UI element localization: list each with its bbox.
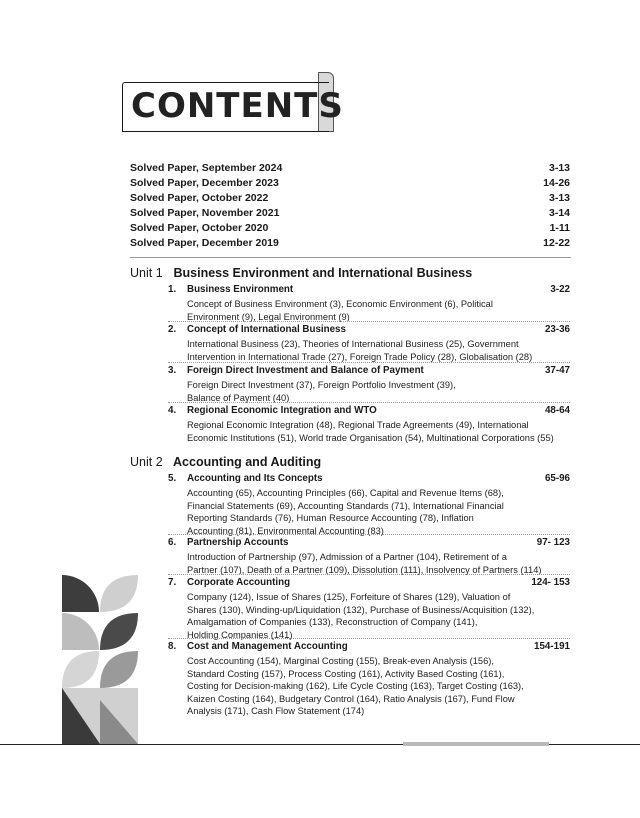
chapter-topics-line: Analysis (171), Cash Flow Statement (174) (187, 706, 365, 716)
chapter-number: 2. (168, 324, 177, 335)
chapter-topics-line: Concept of Business Environment (3), Economic Environment (6), Political (187, 299, 493, 309)
chapter-topics-line: Regional Economic Integration (48), Regional Trade Agreements (49), International (187, 420, 529, 430)
chapter-title: Corporate Accounting (187, 577, 291, 588)
chapter-title: Concept of International Business (187, 324, 346, 335)
chapter-pages: 23-36 (544, 324, 570, 335)
deco-grey-leaf-lower (100, 651, 138, 688)
solved-paper-pages: 3-13 (548, 162, 570, 174)
solved-paper-label: Solved Paper, October 2020 (130, 222, 269, 234)
chapter-pages: 48-64 (544, 405, 570, 416)
chapter-topics-line: Accounting (81), Environmental Accounting (83) (187, 525, 384, 536)
chapter-number: 3. (168, 365, 177, 376)
chapter-pages: 154-191 (534, 641, 570, 652)
chapter-title: Business Environment (187, 284, 294, 295)
solved-paper-pages: 3-14 (548, 207, 570, 219)
chapter-number: 1. (168, 284, 177, 295)
chapter-number: 8. (168, 641, 177, 652)
chapter-topics-line: Intervention in International Trade (27), Foreign Trade Policy (28), Globalisation (28) (187, 351, 533, 362)
chapter-number: 5. (168, 473, 177, 484)
page-title: CONTENTS (131, 86, 344, 126)
chapter-title: Partnership Accounts (187, 537, 289, 548)
solved-paper-label: Solved Paper, December 2023 (130, 177, 279, 189)
chapter-topics-line: Reporting Standards (76), Human Resource Accounting (78), Inflation (187, 513, 474, 523)
chapter-topics-line: Economic Institutions (51), World trade Organisation (54), Multinational Corporations (55) (187, 432, 554, 443)
chapter-number: 4. (168, 405, 177, 416)
footer-accent-bar (403, 742, 549, 746)
chapter-topics-line: Environment (9), Legal Environment (9) (187, 311, 350, 322)
chapter-topics-line: Amalgamation of Companies (133), Reconstruction of Company (141), (187, 617, 478, 627)
solved-paper-pages: 1-11 (549, 222, 570, 234)
solved-paper-label: Solved Paper, October 2022 (130, 192, 269, 204)
chapter-topics-line: Cost Accounting (154), Marginal Costing (155), Break-even Analysis (156), (187, 656, 494, 666)
chapter-pages: 65-96 (544, 473, 570, 484)
deco-light-leaf-lower (62, 651, 99, 688)
unit-label: Unit 1 (130, 266, 163, 280)
deco-light-leaf (100, 575, 138, 612)
chapter-number: 6. (168, 537, 177, 548)
chapter-title: Cost and Management Accounting (187, 641, 348, 652)
chapter-topics-line: Holding Companies (141) (187, 629, 293, 640)
chapter-topics-line: Kaizen Costing (164), Budgetary Control (164), Ratio Analysis (167), Fund Flow (187, 693, 515, 704)
deco-grey-quarter (62, 613, 99, 650)
unit-title: Accounting and Auditing (173, 455, 322, 469)
chapter-pages: 3-22 (550, 284, 570, 295)
solved-paper-pages: 14-26 (543, 177, 570, 189)
chapter-topics-line: Costing for Decision-making (162), Life Cycle Costing (163), Target Costing (163), (187, 681, 524, 691)
solved-paper-label: Solved Paper, November 2021 (130, 207, 280, 219)
chapter-topics-line: Standard Costing (157), Process Costing (161), Activity Based Costing (161), (187, 668, 505, 679)
solved-paper-pages: 12-22 (543, 237, 570, 249)
unit-label: Unit 2 (130, 455, 163, 469)
chapter-topics-line: International Business (23), Theories of International Business (25), Government (187, 339, 519, 349)
chapter-pages: 37-47 (544, 365, 570, 376)
chapter-topics-line: Balance of Payment (40) (187, 392, 290, 403)
solved-paper-label: Solved Paper, December 2019 (130, 237, 279, 249)
chapter-topics-line: Shares (130), Winding-up/Liquidation (132), Purchase of Business/Acquisition (132), (187, 604, 535, 615)
chapter-topics-line: Accounting (65), Accounting Principles (66), Capital and Revenue Items (68), (187, 488, 504, 498)
chapter-title: Regional Economic Integration and WTO (187, 405, 377, 416)
solved-paper-label: Solved Paper, September 2024 (130, 162, 283, 174)
deco-dark-quarter-top (62, 575, 99, 612)
chapter-topics-line: Foreign Direct Investment (37), Foreign Portfolio Investment (39), (187, 380, 456, 390)
chapter-topics-line: Partner (107), Death of a Partner (109), Dissolution (111), Insolvency of Partners (114) (187, 564, 542, 575)
solved-paper-pages: 3-13 (548, 192, 570, 204)
chapter-title: Accounting and Its Concepts (187, 473, 323, 484)
chapter-topics-line: Company (124), Issue of Shares (125), Forfeiture of Shares (129), Valuation of (187, 592, 511, 602)
deco-dark-leaf (100, 613, 138, 650)
chapter-number: 7. (168, 577, 177, 588)
chapter-topics-line: Introduction of Partnership (97), Admission of a Partner (104), Retirement of a (187, 552, 507, 562)
chapter-topics-line: Financial Statements (69), Accounting Standards (71), International Financial (187, 500, 504, 511)
unit-title: Business Environment and International Business (173, 266, 473, 280)
chapter-pages: 124- 153 (531, 577, 570, 588)
chapter-pages: 97- 123 (536, 537, 570, 548)
chapter-title: Foreign Direct Investment and Balance of Payment (187, 365, 424, 376)
